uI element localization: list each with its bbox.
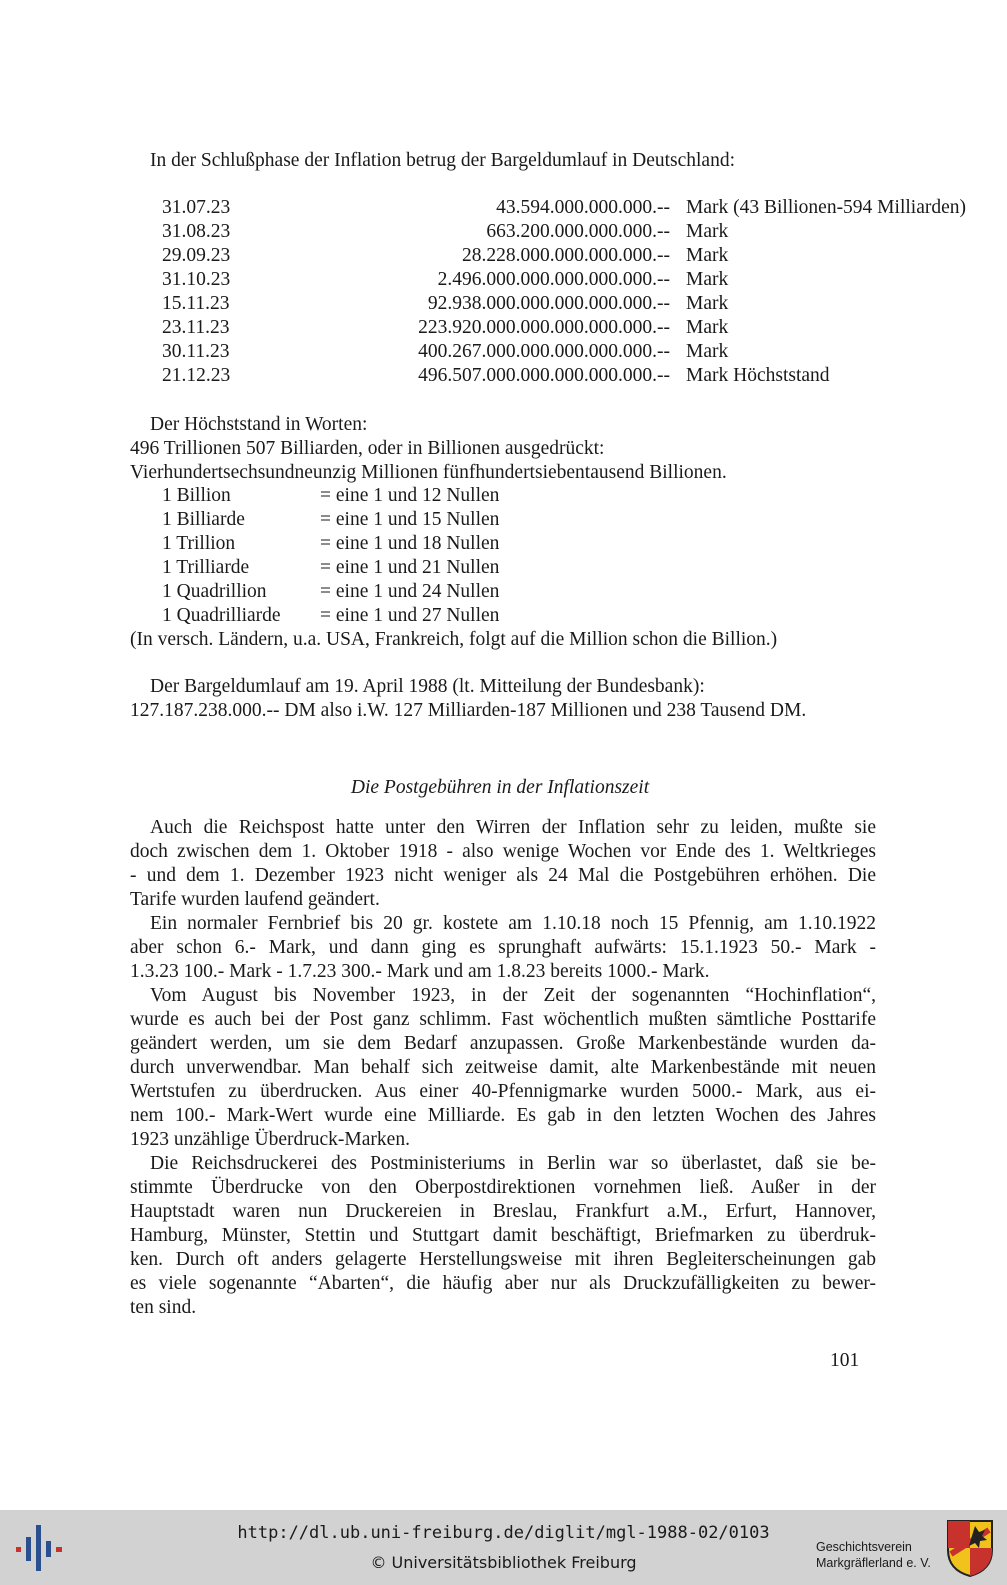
unit-row xyxy=(130,580,630,604)
circulation-row xyxy=(130,340,890,364)
circulation-amount: 223.920.000.000.000.000.000.-- xyxy=(418,317,670,338)
unit-row xyxy=(130,556,630,580)
paragraph-line: aber schon 6.- Mark, und dann ging es sprunghaft aufwärts: 15.1.1923 50.- Mark - xyxy=(130,937,876,958)
paragraph-line: Ein normaler Fernbrief bis 20 gr. kostete am 1.10.18 noch 15 Pfennig, am 1.10.1922 xyxy=(150,913,876,934)
footer-copyright: © Universitätsbibliothek Freiburg xyxy=(370,1553,637,1572)
unit-name: 1 Billion xyxy=(162,485,231,506)
paragraph-line: Vom August bis November 1923, in der Zeit der sogenannten “Hochinflation“, xyxy=(150,985,876,1006)
circulation-date: 29.09.23 xyxy=(162,245,231,266)
society-line-2: Markgräflerland e. V. xyxy=(816,1556,931,1570)
unit-value: = eine 1 und 12 Nullen xyxy=(320,485,500,506)
paragraph-line: Tarife wurden laufend geändert. xyxy=(130,889,380,910)
circulation-amount: 28.228.000.000.000.000.-- xyxy=(462,245,670,266)
paragraph-1 xyxy=(130,816,876,912)
paragraph-line: stimmte Überdrucke von den Oberpostdirektionen vornehmen ließ. Außer in der xyxy=(130,1177,876,1198)
paragraph-line: doch zwischen dem 1. Oktober 1918 - also wenige Wochen vor Ende des 1. Weltkrieges xyxy=(130,841,876,862)
circulation-date: 31.10.23 xyxy=(162,269,231,290)
circulation-date: 31.08.23 xyxy=(162,221,231,242)
paragraph-line: Auch die Reichspost hatte unter den Wirren der Inflation sehr zu leiden, mußte sie xyxy=(150,817,876,838)
unit-value: = eine 1 und 24 Nullen xyxy=(320,581,500,602)
paragraph-line: ken. Durch oft anders gelagerte Herstellungsweise mit ihren Begleiterscheinungen gab xyxy=(130,1249,876,1270)
circulation-date: 15.11.23 xyxy=(162,293,230,314)
paragraph-3 xyxy=(130,984,876,1152)
paragraph-line: 1.3.23 100.- Mark - 1.7.23 300.- Mark und am 1.8.23 bereits 1000.- Mark. xyxy=(130,961,710,982)
circulation-unit: Mark Höchststand xyxy=(686,365,830,386)
paragraph-line: Die Reichsdruckerei des Postministeriums in Berlin war so überlastet, daß sie be- xyxy=(150,1153,876,1174)
circulation-unit: Mark xyxy=(686,245,729,266)
unit-name: 1 Trilliarde xyxy=(162,557,250,578)
unit-row xyxy=(130,484,630,508)
paragraph-4 xyxy=(130,1152,876,1320)
circulation-row xyxy=(130,292,890,316)
paragraph-line: durch unverwendbar. Man behalf sich zeitweise damit, alte Markenbestände mit neuen xyxy=(130,1057,876,1078)
unit-row xyxy=(130,604,630,628)
circulation-unit: Mark (43 Billionen-594 Milliarden) xyxy=(686,197,966,218)
note-text: (In versch. Ländern, u.a. USA, Frankreich, folgt auf die Million schon die Billion.) xyxy=(130,629,778,650)
circulation-row xyxy=(130,268,890,292)
paragraph-line: wurde es auch bei der Post ganz schlimm. Fast wöchentlich mußten sämtliche Posttarife xyxy=(130,1009,876,1030)
circulation-amount: 400.267.000.000.000.000.000.-- xyxy=(418,341,670,362)
circulation-amount: 92.938.000.000.000.000.000.-- xyxy=(427,293,670,314)
circulation-amount: 496.507.000.000.000.000.000.-- xyxy=(418,365,670,386)
circulation-unit: Mark xyxy=(686,221,729,242)
paragraph-line: nem 100.- Mark-Wert wurde eine Milliarde. Es gab in den letzten Wochen des Jahres xyxy=(130,1105,876,1126)
bundesbank-line-2: 127.187.238.000.-- DM also i.W. 127 Milliarden-187 Millionen und 238 Tausend DM. xyxy=(130,700,807,721)
paragraph-line: Hauptstadt waren nun Druckereien in Breslau, Frankfurt a.M., Erfurt, Hannover, xyxy=(130,1201,876,1222)
paragraph-line: - und dem 1. Dezember 1923 nicht weniger als 24 Mal die Postgebühren erhöhen. Die xyxy=(130,865,876,886)
paragraph-line: ten sind. xyxy=(130,1297,197,1318)
circulation-unit: Mark xyxy=(686,341,729,362)
footer-url[interactable]: http://dl.ub.uni-freiburg.de/diglit/mgl-1988-02/0103 xyxy=(237,1523,770,1543)
footer-bar xyxy=(0,1510,1007,1585)
page-number: 101 xyxy=(830,1350,860,1371)
circulation-unit: Mark xyxy=(686,317,729,338)
circulation-row xyxy=(130,220,890,244)
words-line-1: 496 Trillionen 507 Billiarden, oder in Billionen ausgedrückt: xyxy=(130,438,605,459)
circulation-row xyxy=(130,196,966,220)
circulation-unit: Mark xyxy=(686,269,729,290)
paragraph-line: Wertstufen zu überdrucken. Aus einer 40-Pfennigmarke wurden 5000.- Mark, aus ei- xyxy=(130,1081,876,1102)
unit-value: = eine 1 und 21 Nullen xyxy=(320,557,500,578)
words-heading: Der Höchststand in Worten: xyxy=(150,414,368,435)
circulation-amount: 43.594.000.000.000.-- xyxy=(496,197,670,218)
paragraph-2 xyxy=(130,912,876,984)
paragraph-line: Hamburg, Münster, Stettin und Stuttgart damit beschäftigt, Briefmarken zu überdruk- xyxy=(130,1225,876,1246)
circulation-date: 23.11.23 xyxy=(162,317,230,338)
words-line-2: Vierhundertsechsundneunzig Millionen fünfhundertsiebentausend Billionen. xyxy=(130,462,727,483)
unit-name: 1 Quadrilliarde xyxy=(162,605,281,626)
society-name xyxy=(816,1539,931,1571)
paragraph-line: geändert werden, um sie dem Bedarf anzupassen. Große Markenbestände wurden da- xyxy=(130,1033,876,1054)
circulation-row xyxy=(130,364,890,388)
unit-name: 1 Trillion xyxy=(162,533,236,554)
section-title: Die Postgebühren in der Inflationszeit xyxy=(350,777,650,798)
circulation-unit: Mark xyxy=(686,293,729,314)
circulation-amount: 2.496.000.000.000.000.000.-- xyxy=(437,269,670,290)
unit-value: = eine 1 und 18 Nullen xyxy=(320,533,500,554)
unit-value: = eine 1 und 27 Nullen xyxy=(320,605,500,626)
coat-of-arms-icon xyxy=(945,1518,995,1578)
circulation-amount: 663.200.000.000.000.-- xyxy=(486,221,670,242)
bundesbank-line-1: Der Bargeldumlauf am 19. April 1988 (lt. Mitteilung der Bundesbank): xyxy=(150,676,705,697)
unit-name: 1 Quadrillion xyxy=(162,581,267,602)
paragraph-line: 1923 unzählige Überdruck-Marken. xyxy=(130,1129,410,1150)
society-line-1: Geschichtsverein xyxy=(816,1540,912,1554)
circulation-row xyxy=(130,316,890,340)
circulation-row xyxy=(130,244,890,268)
unit-row xyxy=(130,532,630,556)
circulation-date: 21.12.23 xyxy=(162,365,231,386)
unit-row xyxy=(130,508,630,532)
intro-text: In der Schlußphase der Inflation betrug der Bargeldumlauf in Deutschland: xyxy=(150,150,736,171)
circulation-date: 31.07.23 xyxy=(162,197,231,218)
unit-value: = eine 1 und 15 Nullen xyxy=(320,509,500,530)
paragraph-line: es viele sogenannte “Abarten“, die häufig aber nur als Druckzufälligkeiten zu bewer- xyxy=(130,1273,876,1294)
circulation-date: 30.11.23 xyxy=(162,341,230,362)
unit-name: 1 Billiarde xyxy=(162,509,245,530)
